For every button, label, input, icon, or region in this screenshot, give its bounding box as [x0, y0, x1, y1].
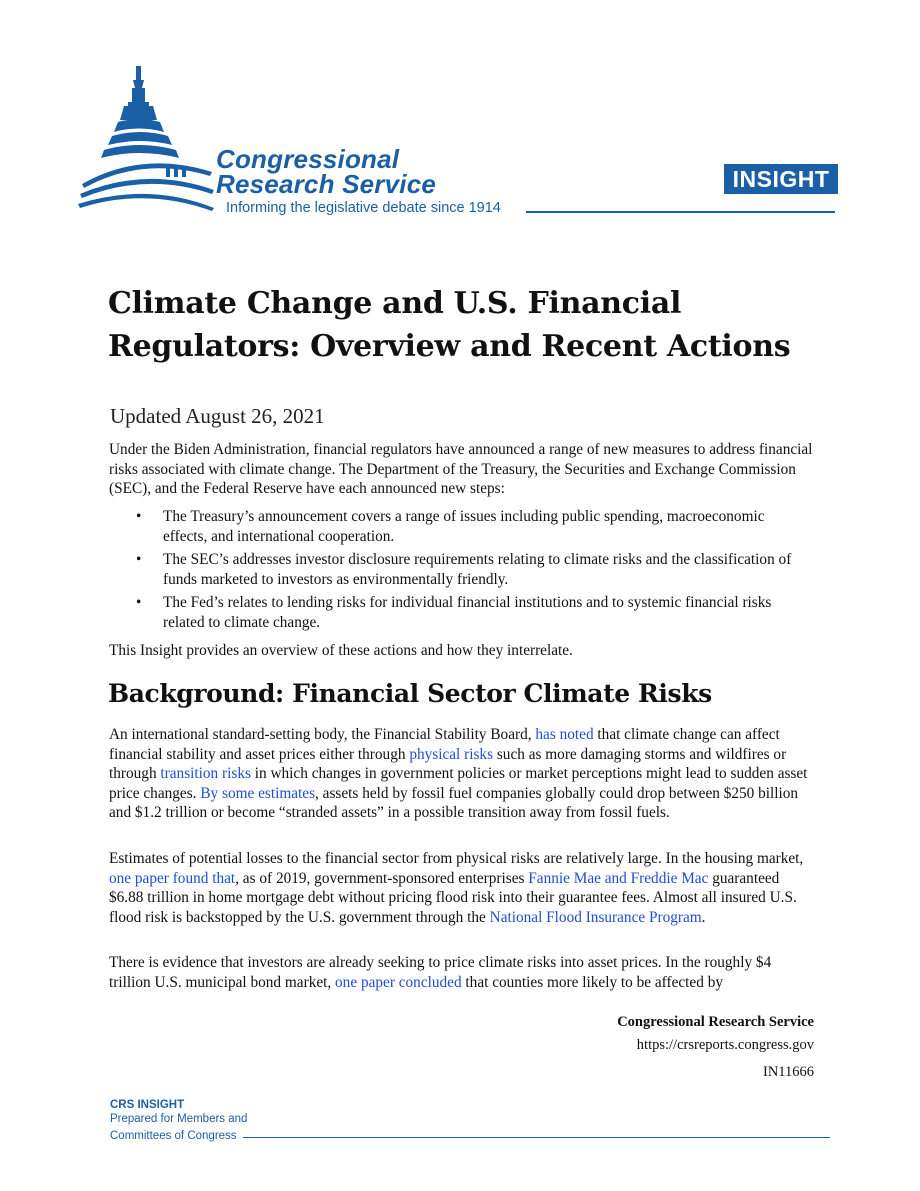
footer-label: CRS INSIGHT: [110, 1099, 185, 1111]
bullet-fed: • The Fed’s relates to lending risks for individual financial institutions and to systemic financial risks related to climate change.: [136, 593, 796, 632]
document-title: Climate Change and U.S. Financial Regulators: Overview and Recent Actions: [108, 286, 791, 364]
link-transition-risks[interactable]: transition risks: [160, 765, 251, 783]
section-heading: Background: Financial Sector Climate Risks: [108, 679, 712, 708]
bullet-sec: • The SEC’s addresses investor disclosure requirements relating to climate risks and the classification of funds marketed to investors as environmentally friendly.: [136, 550, 796, 589]
footer-org: Congressional Research Service: [617, 1014, 814, 1030]
insight-badge: INSIGHT: [724, 164, 838, 194]
text-run: that climate change can affect financial stability and asset prices either through: [109, 726, 780, 763]
capitol-dome-logo-icon: [78, 66, 218, 216]
bullet-treasury: • The Treasury’s announcement covers a range of issues including public spending, macroeconomic effects, and international cooperation.: [136, 507, 796, 546]
background-paragraph-2: [109, 849, 815, 927]
footer-prepared-line1: Prepared for Members and: [110, 1113, 248, 1125]
intro-paragraph: Under the Biden Administration, financial regulators have announced a range of new measures to address financial risks associated with climate change. The Department of the Treasury, the Securities and Exchange Commission (SEC), and the Federal Reserve have each announced new steps:: [109, 441, 813, 498]
header-divider: [526, 211, 835, 213]
text-run: Estimates of potential losses to the financial sector from physical risks are relatively large. In the housing market,: [109, 850, 804, 867]
updated-date: Updated August 26, 2021: [110, 404, 325, 428]
footer-prepared-line2: Committees of Congress: [110, 1130, 237, 1142]
background-paragraph-1: [109, 725, 815, 823]
text-run: .: [701, 908, 706, 926]
text-run: There is evidence that investors are already seeking to price climate risks into asset prices. In the roughly $4 trillion U.S. municipal bond market,: [109, 954, 772, 991]
org-name-line1: Congressional: [216, 144, 400, 174]
text-run: that counties more likely to be affected by: [461, 973, 723, 991]
text-run: in which changes in government policies or market perceptions might lead to sudden asset price changes.: [109, 765, 808, 802]
org-name-line2: Research Service: [216, 169, 437, 199]
link-fannie-freddie[interactable]: Fannie Mae and Freddie Mac: [528, 869, 709, 887]
link-has-noted[interactable]: has noted: [535, 726, 594, 743]
text-run: , as of 2019, government-sponsored enterprises: [235, 869, 529, 887]
background-paragraph-3: [109, 953, 815, 992]
text-run: An international standard-setting body, the Financial Stability Board,: [109, 726, 536, 743]
text-run: , assets held by fossil fuel companies globally could drop between $250 billion and $1.2 trillion or become “stranded assets” in a possible transition away from fossil fuels.: [109, 784, 799, 822]
summary-paragraph: This Insight provides an overview of these actions and how they interrelate.: [109, 642, 573, 659]
bullet-list: [136, 507, 796, 637]
footer-report-id: IN11666: [762, 1064, 814, 1080]
text-run: guaranteed $6.88 trillion in home mortgage debt without pricing flood risk into their guarantee fees. Almost all insured U.S. flood risk is backstopped by the U.S. government through the: [109, 869, 797, 926]
link-physical-risks[interactable]: physical risks: [409, 745, 494, 763]
link-one-paper-found[interactable]: one paper found that: [109, 869, 236, 887]
link-nfip[interactable]: National Flood Insurance Program: [489, 908, 702, 926]
org-tagline: Informing the legislative debate since 1914: [226, 200, 501, 216]
link-by-some-estimates[interactable]: By some estimates: [200, 784, 316, 802]
text-run: such as more damaging storms and wildfires or through: [109, 745, 787, 783]
footer-url[interactable]: https://crsreports.congress.gov: [636, 1037, 814, 1053]
link-one-paper-concluded[interactable]: one paper concluded: [335, 973, 462, 991]
footer-divider: [243, 1137, 830, 1138]
